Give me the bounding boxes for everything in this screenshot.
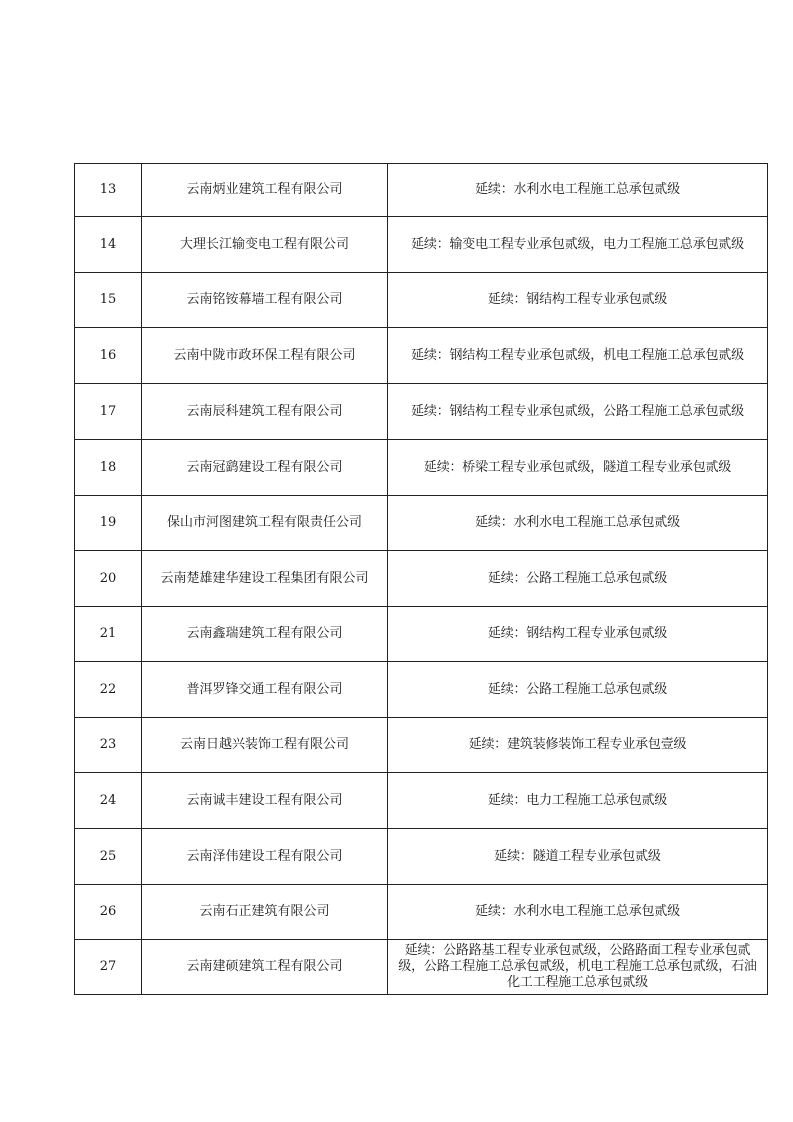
- company-name: 普洱罗锋交通工程有限公司: [142, 662, 388, 718]
- row-number: 21: [75, 607, 142, 662]
- row-number: 27: [75, 940, 142, 995]
- row-number: 17: [75, 384, 142, 440]
- table-row: [75, 384, 768, 440]
- company-name: 云南中陇市政环保工程有限公司: [142, 328, 388, 384]
- table-row: [75, 829, 768, 885]
- row-number: 16: [75, 328, 142, 384]
- qualification-item: 延续：电力工程施工总承包贰级: [388, 773, 768, 829]
- table-row: [75, 273, 768, 328]
- row-number: 24: [75, 773, 142, 829]
- qualification-item: 延续：公路工程施工总承包贰级: [388, 551, 768, 607]
- table-row: [75, 440, 768, 496]
- table-row: [75, 773, 768, 829]
- table-row: [75, 662, 768, 718]
- company-name: 云南建硕建筑工程有限公司: [142, 940, 388, 995]
- table-row: [75, 607, 768, 662]
- qualification-item: 延续：公路路基工程专业承包贰级，公路路面工程专业承包贰级，公路工程施工总承包贰级，机电工程施工总承包贰级，石油化工工程施工总承包贰级: [388, 940, 768, 995]
- table-row: [75, 718, 768, 773]
- row-number: 13: [75, 164, 142, 217]
- qualification-item: 延续：桥梁工程专业承包贰级，隧道工程专业承包贰级: [388, 440, 768, 496]
- table-row: [75, 940, 768, 995]
- company-name: 云南辰科建筑工程有限公司: [142, 384, 388, 440]
- table-row: [75, 164, 768, 217]
- qualification-item: 延续：水利水电工程施工总承包贰级: [388, 885, 768, 940]
- company-name: 云南石正建筑有限公司: [142, 885, 388, 940]
- qualification-item: 延续：钢结构工程专业承包贰级: [388, 273, 768, 328]
- row-number: 26: [75, 885, 142, 940]
- company-name: 云南日越兴装饰工程有限公司: [142, 718, 388, 773]
- qualification-item: 延续：水利水电工程施工总承包贰级: [388, 496, 768, 551]
- table-row: [75, 217, 768, 273]
- row-number: 18: [75, 440, 142, 496]
- row-number: 22: [75, 662, 142, 718]
- qualification-item: 延续：钢结构工程专业承包贰级，机电工程施工总承包贰级: [388, 328, 768, 384]
- row-number: 23: [75, 718, 142, 773]
- table-row: [75, 885, 768, 940]
- company-name: 云南铭铵幕墙工程有限公司: [142, 273, 388, 328]
- company-name: 云南楚雄建华建设工程集团有限公司: [142, 551, 388, 607]
- company-name: 大理长江输变电工程有限公司: [142, 217, 388, 273]
- company-name: 云南鑫瑞建筑工程有限公司: [142, 607, 388, 662]
- company-name: 云南泽伟建设工程有限公司: [142, 829, 388, 885]
- table-row: [75, 551, 768, 607]
- row-number: 25: [75, 829, 142, 885]
- row-number: 14: [75, 217, 142, 273]
- qualification-item: 延续：隧道工程专业承包贰级: [388, 829, 768, 885]
- company-name: 云南冠鹞建设工程有限公司: [142, 440, 388, 496]
- qualification-item: 延续：公路工程施工总承包贰级: [388, 662, 768, 718]
- row-number: 20: [75, 551, 142, 607]
- qualification-item: 延续：钢结构工程专业承包贰级: [388, 607, 768, 662]
- qualification-item: 延续：钢结构工程专业承包贰级，公路工程施工总承包贰级: [388, 384, 768, 440]
- company-name: 云南炳业建筑工程有限公司: [142, 164, 388, 217]
- qualification-item: 延续：水利水电工程施工总承包贰级: [388, 164, 768, 217]
- row-number: 15: [75, 273, 142, 328]
- company-name: 保山市河图建筑工程有限责任公司: [142, 496, 388, 551]
- table-row: [75, 328, 768, 384]
- table-row: [75, 496, 768, 551]
- company-name: 云南诚丰建设工程有限公司: [142, 773, 388, 829]
- row-number: 19: [75, 496, 142, 551]
- qualification-table: [74, 163, 768, 995]
- qualification-item: 延续：输变电工程专业承包贰级，电力工程施工总承包贰级: [388, 217, 768, 273]
- qualification-item: 延续：建筑装修装饰工程专业承包壹级: [388, 718, 768, 773]
